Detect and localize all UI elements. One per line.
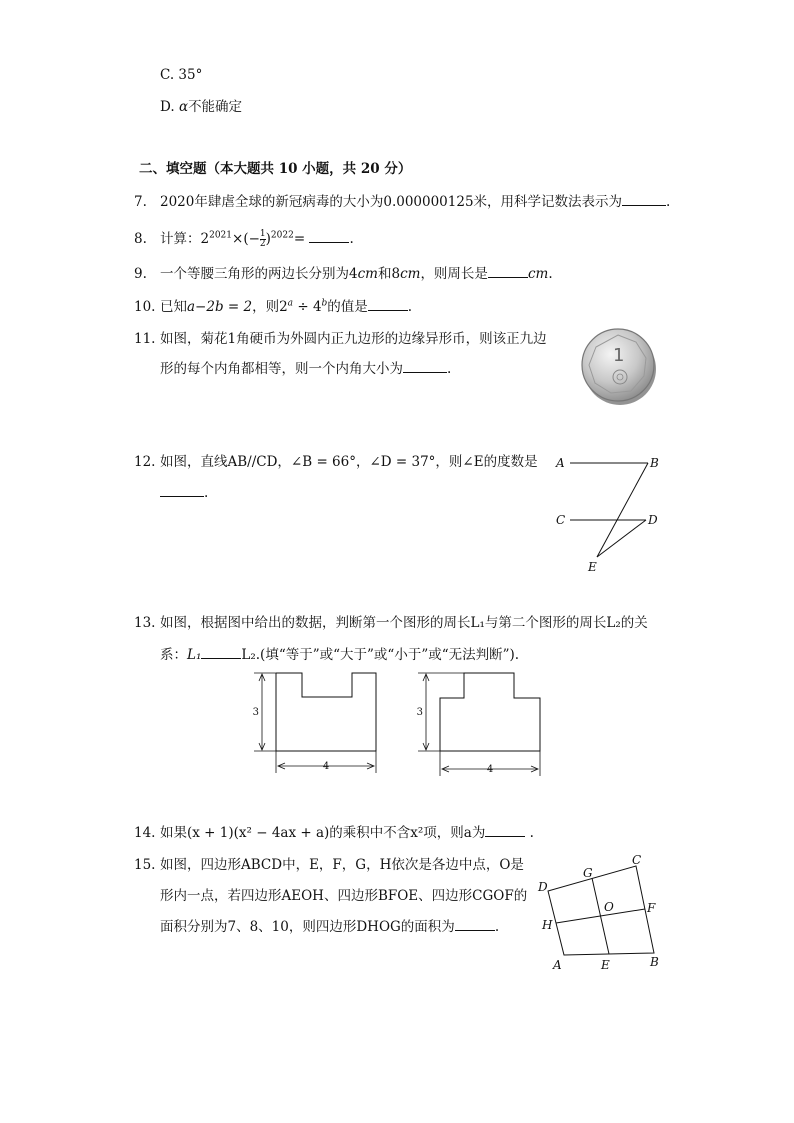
q10-exp-a: a	[287, 298, 294, 309]
section-title: 二、填空题（本大题共 10 小题，共 20 分）	[139, 161, 412, 177]
q13-l1: L₁	[187, 647, 202, 663]
q7-number: 7.	[134, 194, 147, 210]
q10-b: ，则2	[252, 299, 288, 315]
q8-base: 2	[200, 231, 210, 247]
q10-expr: a−2b = 2	[187, 299, 253, 315]
q13-number: 13.	[134, 615, 156, 631]
q11-number: 11.	[134, 331, 156, 347]
q13-fig1-height: 3	[252, 707, 259, 718]
q8-eq: =	[293, 231, 306, 247]
q15-line3-text: 面积分别为7、8、10，则四边形DHOG的面积为	[160, 919, 455, 935]
q11-end: .	[447, 361, 452, 377]
q7-text	[160, 193, 670, 211]
q13-fig2-width: 4	[486, 764, 494, 775]
option-c: C. 35°	[160, 67, 203, 83]
option-d-var: α	[178, 99, 189, 115]
option-d-text: 不能确定	[188, 99, 243, 115]
q8-prefix: 计算：	[160, 231, 201, 247]
q13-fig2-height: 3	[416, 707, 423, 718]
q9-u1: cm	[357, 266, 378, 282]
q15-number: 15.	[134, 857, 156, 873]
q7-body: 2020年肆虐全球的新冠病毒的大小为0.000000125米，用科学记数法表示为	[160, 194, 623, 210]
q13-line2-b: L₂.(填“等于”或“大于”或“小于”或“无法判断”).	[241, 647, 520, 663]
q10-a: 已知	[160, 299, 187, 315]
q14-end: .	[529, 825, 534, 841]
q12-blank[interactable]	[160, 484, 204, 497]
q12-label-c: C	[556, 513, 566, 527]
q10-d: 的值是	[327, 299, 368, 315]
q11-line1: 如图，菊花1角硬币为外圆内正九边形的边缘异形币，则该正九边	[160, 331, 547, 347]
q15-label-o: O	[604, 900, 614, 914]
q15-blank[interactable]	[455, 918, 495, 931]
q11-blank[interactable]	[403, 360, 447, 373]
q13-fig1-width: 4	[322, 761, 330, 772]
q9-b: 和8	[377, 266, 401, 282]
q8-frac-den: 2	[259, 239, 266, 249]
q8-blank[interactable]	[309, 230, 349, 243]
q14-number: 14.	[134, 825, 156, 841]
q13-figure-2	[414, 668, 554, 783]
coin-denomination: 1	[613, 345, 625, 366]
q15-label-f: F	[647, 901, 656, 915]
option-d	[160, 98, 242, 116]
q12-label-a: A	[556, 456, 565, 470]
q15-line3	[160, 918, 499, 936]
q15-figure	[536, 853, 676, 973]
q15-label-b: B	[650, 955, 659, 969]
q8-times: ×	[232, 231, 244, 247]
q14-blank[interactable]	[485, 824, 525, 837]
q12-end: .	[204, 485, 209, 501]
q9-number: 9.	[134, 266, 147, 282]
q12-number: 12.	[134, 454, 156, 470]
q15-label-e: E	[601, 958, 610, 972]
coin-image	[578, 325, 658, 405]
q13-blank[interactable]	[201, 646, 241, 659]
q15-end: .	[494, 919, 500, 935]
q8-exp1: 2021	[209, 230, 232, 241]
q9-u3: cm	[527, 266, 549, 282]
q10-text	[160, 298, 412, 316]
q8-number: 8.	[134, 231, 147, 247]
q10-number: 10.	[134, 299, 156, 315]
q9-blank[interactable]	[488, 265, 528, 278]
q9-text	[160, 265, 553, 283]
q15-line2: 形内一点，若四边形AEOH、四边形BFOE、四边形CGOF的	[160, 888, 528, 904]
q15-label-h: H	[542, 918, 553, 932]
q10-end: .	[407, 299, 413, 315]
q11-line2	[160, 360, 451, 378]
q11-line2-text: 形的每个内角都相等，则一个内角大小为	[160, 361, 403, 377]
q10-blank[interactable]	[368, 298, 408, 311]
q12-line2	[160, 484, 208, 502]
q15-line1: 如图，四边形ABCD中，E，F，G，H依次是各边中点，O是	[160, 857, 524, 873]
q15-label-d: D	[538, 880, 548, 894]
q12-figure	[552, 450, 672, 580]
q12-label-d: D	[648, 513, 658, 527]
q15-label-c: C	[632, 853, 642, 867]
q8-fraction	[260, 230, 266, 249]
q8-frac-num: 1	[259, 229, 266, 239]
q9-end: .	[548, 266, 553, 282]
q8-exp2: 2022	[270, 230, 294, 241]
q10-exp-b: b	[321, 298, 328, 309]
q12-label-b: B	[650, 456, 659, 470]
q15-label-a: A	[553, 958, 562, 972]
q7-blank[interactable]	[622, 193, 666, 206]
q14-text	[160, 824, 534, 842]
q9-c: ，则周长是	[420, 266, 488, 282]
q9-u2: cm	[400, 266, 421, 282]
q13-figure-1	[250, 668, 390, 783]
q9-a: 一个等腰三角形的两边长分别为4	[160, 266, 358, 282]
q7-end: .	[666, 194, 671, 210]
q13-line1: 如图，根据图中给出的数据，判断第一个图形的周长L₁与第二个图形的周长L₂的关	[160, 615, 648, 631]
option-d-prefix: D.	[160, 99, 175, 115]
q10-c: ÷ 4	[293, 299, 322, 315]
q12-line1: 如图，直线AB//CD，∠B = 66°，∠D = 37°，则∠E的度数是	[160, 454, 538, 470]
q8-end: .	[349, 231, 354, 247]
q14-body: 如果(x + 1)(x² − 4ax + a)的乘积中不含x²项，则a为	[160, 825, 486, 841]
q12-label-e: E	[588, 560, 597, 574]
q13-line2	[160, 646, 519, 664]
q13-line2-a: 系：	[160, 647, 187, 663]
q8-text: 计算：$2^{2021}\times(-$ $\frac{1}{2}$ )$^{2022}$= .	[160, 229, 354, 249]
q15-label-g: G	[583, 866, 593, 880]
